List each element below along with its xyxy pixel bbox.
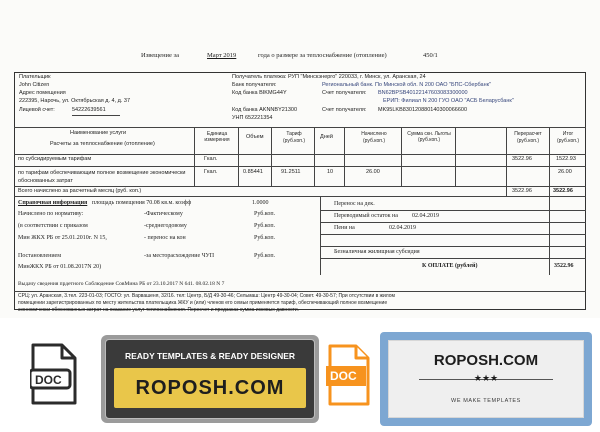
row-tariff: 91.2511 [281, 169, 301, 175]
form-code: 450/1 [423, 52, 438, 59]
recipient-account2-label: Счет получателя: [322, 107, 367, 113]
row-recalc: 3522.96 [512, 156, 532, 162]
row-total: 1522.93 [556, 156, 576, 162]
col-total: Итог (руб.коп.) [557, 131, 579, 144]
doc-file-icon [30, 342, 78, 406]
card-stars: ★★★ [473, 373, 499, 383]
payer-label: Плательщик [19, 74, 51, 80]
col-charged: Начислено (руб.коп.) [361, 131, 387, 144]
footnote-1: СРЦ: ул. Аранская, 3.тел. 223-01-03; ГОСТО: ул. Варвашеня, 32/16. тел: Центр, Б/Д 49-30-46; Сельмаш: Центр 49-30-04; Совет. 49-30-57; При отсутствии в жилом [18, 293, 395, 299]
doc-orange-label: DOC [330, 369, 357, 383]
account-label: Лицевой счет: [19, 107, 55, 113]
info-c: Руб.коп. [254, 253, 276, 259]
row-unit: Гкал. [204, 169, 218, 175]
banner-brand: ROPOSH.COM [135, 377, 285, 399]
banner-brand-plate [114, 368, 306, 408]
total-value: 3522.96 [553, 188, 573, 194]
footnote-2: помещении зарегистрированных по месту жительства плательщика ЖКУ и (или) членов его семьи применяется тариф, обеспечивающий полное возмещение [18, 300, 388, 306]
row-total: 26.00 [558, 169, 572, 175]
col-benefit: Сумма скн. Льготы (руб.коп.) [407, 131, 451, 143]
unp: УНП 652221354 [232, 115, 273, 121]
notice-prefix: Извещение за [141, 52, 179, 59]
recipient-bank: Региональный банк. По Минской обл. N 200 ОАО "БПС-Сбербанк" [322, 82, 491, 88]
notice-period: Март 2019 [207, 52, 237, 59]
card-tagline: WE MAKE TEMPLATES [451, 398, 521, 404]
col-days: Дней [320, 134, 333, 140]
bank-code-label: Код банка BIKMG44Y [232, 90, 287, 96]
right-row2: Переводимый остаток на [334, 213, 398, 219]
banner-tagline: READY TEMPLATES & READY DESIGNER [124, 351, 296, 361]
info-c: Руб.коп. [254, 235, 276, 241]
promo-banner [101, 335, 319, 423]
erip-line: ЕРИП: Филиал N 200 ГУО ОАО "АСБ Беларусбанк" [383, 98, 514, 104]
info-a: Постановлением [18, 253, 62, 259]
pay-label: К ОПЛАТЕ (рублей) [422, 263, 478, 269]
recipient-account2: MK95LKB830120880140300066600 [378, 107, 467, 113]
col-recalc: Перерасчет (руб.коп.) [514, 131, 542, 144]
bank-code2-label: Код банка AKNNBY21300 [232, 107, 298, 113]
total-label: Всего начислено за расчетный месяц (руб. коп.) [18, 188, 142, 194]
info-title: Справочная информация [18, 200, 88, 206]
address-label: Адрес помещения [19, 90, 66, 96]
info-c: Руб.коп. [254, 223, 276, 229]
account-value: 54222639561 [72, 107, 106, 113]
doc-orange-icon [324, 344, 372, 408]
right-row1: Перенос на дек. [334, 201, 375, 207]
info-a: Начислено по нормативу: [18, 211, 84, 217]
recipient-line: Получатель платежа: РУП "Минскэнерго" 220033, г. Минск, ул. Аранская, 24 [232, 74, 426, 80]
right-row3-date: 02.04.2019 [389, 225, 416, 231]
right-row4: Безналичная жилищная субсидия [334, 249, 420, 255]
pay-value: 3522.96 [554, 263, 574, 269]
col-service-sub: Расчеты за теплоснабжение (отопление) [50, 141, 155, 147]
info-a: (в соответствии с приказом [18, 223, 88, 229]
recipient-account-label: Счет получателя: [322, 90, 367, 96]
total-recalc: 3522.96 [512, 188, 532, 194]
row-charged: 26.00 [366, 169, 380, 175]
brand-card [380, 332, 592, 426]
info-b: -Фактическому [144, 211, 183, 217]
info-a: Мин ЖКХ РБ от 25.01.2010г. N 15, [18, 235, 107, 241]
card-brand: ROPOSH.COM [433, 352, 539, 369]
info-a: МинЖКХ РБ от 01.08.2017N 20) [18, 264, 102, 270]
col-tariff: Тариф (руб.коп.) [283, 131, 305, 144]
footnote-3: экономически обоснованных затрат на оказание услуг теплоснабжения. Пересчет и предзаказ сумма исковых давности. [18, 307, 300, 313]
info-b: - перенос на кон [144, 235, 186, 241]
info-b: -среднегодовому [144, 223, 187, 229]
row-service: по субсидируемым тарифам [18, 156, 92, 162]
right-row3: Пени на [334, 225, 355, 231]
address-value: 222395, Нарочь, ул. Октябрьская д. 4, д. 37 [19, 98, 131, 104]
row-service: по тарифам обеспечивающим полное возмещение экономически обоснованных затрат [18, 170, 186, 184]
row-volume: 0.85441 [243, 169, 263, 175]
col-unit: Единица измерения [204, 131, 230, 143]
info-title-tail: площадь помещения 70.08 кв.м. коэфф [92, 200, 192, 206]
col-volume: Объем [246, 134, 264, 140]
info-coef: 1.0000 [252, 200, 269, 206]
col-service: Наименование услуги [70, 130, 127, 136]
row-days: 10 [327, 169, 334, 175]
recipient-bank-label: Банк получателя: [232, 82, 277, 88]
recipient-account: BN62BPSB40122147603083300000 [378, 90, 468, 96]
notice-suffix: года о размере за теплоснабжение (отопление) [258, 52, 387, 59]
payer-name: John Citizen [19, 82, 50, 88]
info-b: -за месторасхождение ЧУП [144, 253, 215, 259]
law-line: Выдачу сведения прдетного Соблюдение СовМина РБ от 23.10.2017 N 641. 08.02.18 N 7 [18, 281, 225, 287]
row-unit: Гкал. [204, 156, 218, 162]
right-row2-date: 02.04.2019 [412, 213, 439, 219]
info-c: Руб.коп. [254, 211, 276, 217]
doc-label: DOC [35, 373, 62, 387]
